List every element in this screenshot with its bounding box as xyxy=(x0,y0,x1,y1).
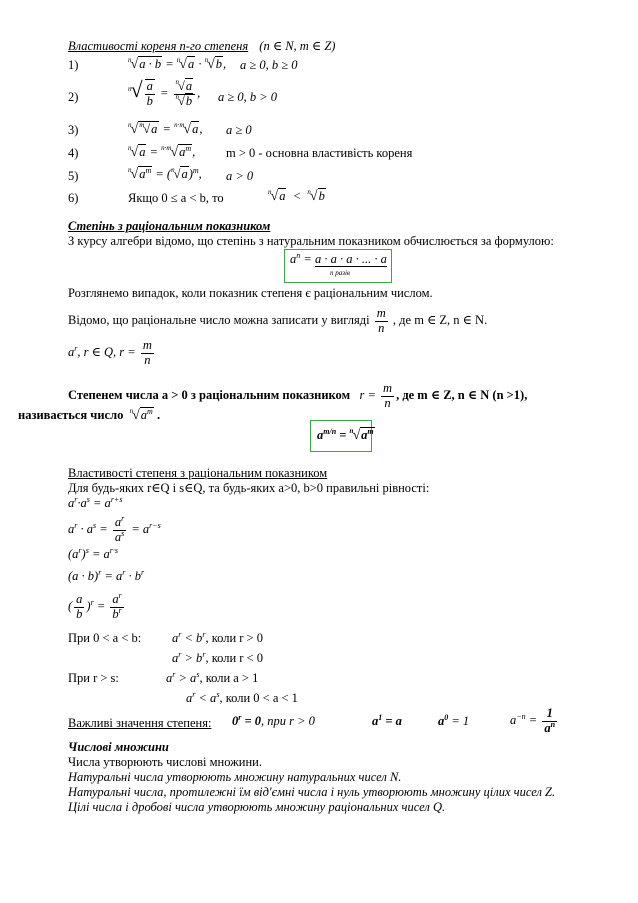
important-negative: $a^{-n}$ = $\frac{1}{a^n}$ xyxy=(510,706,556,735)
root-prop-6-formula: $^n$√a < $^n$√b xyxy=(268,188,325,204)
prop-power-of-quotient: ( $\frac{a}{b}$ )$^r$ = $\frac{a^r}{b^r}$ xyxy=(68,590,122,621)
important-zero: $0^r = 0$, при r > 0 xyxy=(232,712,315,728)
sets-line-2: Натуральні числа утворюють множину натуральних чисел N. xyxy=(68,770,402,784)
rational-ar-line: $a^r$, r ∈ Q, r = $\frac{m}{n}$ xyxy=(68,338,152,367)
root-props-title: Властивості кореня n-го степеня xyxy=(68,39,249,53)
when-2a-cond: , коли a > 1 xyxy=(199,671,259,685)
root-prop-1-formula: $^n$√a · b = $^n$√a · $^n$√b, xyxy=(128,56,227,72)
when-1a-cond: , коли r > 0 xyxy=(205,631,263,645)
important-label: Важливі значення степеня: xyxy=(68,716,212,730)
when-1b-cond: , коли r < 0 xyxy=(205,651,263,665)
root-prop-6-cond: Якщо 0 ≤ a < b, то xyxy=(128,191,224,205)
root-prop-5-formula: $^n√a^m = (^n√a)^m$, xyxy=(128,165,202,182)
rational-known-cond: , де m ∈ Z, n ∈ N. xyxy=(392,313,488,328)
root-prop-1-cond: a ≥ 0, b ≥ 0 xyxy=(240,58,298,72)
root-prop-3-cond: a ≥ 0 xyxy=(226,123,252,137)
rational-definition-end: називається число $^n√a^m$ . xyxy=(18,406,161,423)
when-2a-formula: $a^r > a^s$, коли a > 1 xyxy=(166,669,259,685)
def-end-text: називається число xyxy=(18,408,124,422)
ar-cond: , r ∈ Q, r = xyxy=(77,345,136,360)
when-2b-formula: $a^r < a^s$, коли 0 < a < 1 xyxy=(186,689,298,705)
prop-product: $a^r\cdot a^s = a^{r+s}$ xyxy=(68,494,123,510)
def-cond-text: , де m ∈ Z, n ∈ N (n >1), xyxy=(396,388,528,403)
root-prop-3-formula: $^n$√$^m$√a = $^{n\cdot m}$√a, xyxy=(128,121,203,137)
sets-line-1: Числа утворюють числові множини. xyxy=(68,755,262,769)
root-prop-5-cond: a > 0 xyxy=(226,169,254,183)
when-2-label: При r > s: xyxy=(68,671,119,685)
def-start-text: Степенем числа a > 0 з раціональним показником xyxy=(68,388,351,403)
when-1-label: При 0 < a < b: xyxy=(68,631,142,645)
prop-power-of-power: $(a^r)^s = a^{r\cdot s}$ xyxy=(68,545,119,561)
root-prop-2-num: 2) xyxy=(68,90,79,104)
when-2b-cond: , коли 0 < a < 1 xyxy=(219,691,298,705)
root-prop-4-num: 4) xyxy=(68,146,79,160)
when-1b-formula: $a^r > b^r$, коли r < 0 xyxy=(172,649,263,665)
when-1a-formula: $a^r < b^r$, коли r > 0 xyxy=(172,629,263,645)
props-title: Властивості степеня з раціональним показником xyxy=(68,466,328,480)
root-props-condition: (n ∈ N, m ∈ Z) xyxy=(259,39,336,53)
root-prop-1-num: 1) xyxy=(68,58,79,72)
root-prop-4-cond: m > 0 - основна властивість кореня xyxy=(226,146,413,160)
root-prop-4-formula: $^n√a = ^{n\cdot m}√a^m$, xyxy=(128,143,196,160)
important-one: $a^1 = a$ xyxy=(372,712,402,728)
root-props-header xyxy=(68,40,335,54)
rational-title: Степінь з раціональним показником xyxy=(68,219,271,233)
root-prop-3-num: 3) xyxy=(68,123,79,137)
root-prop-6-num: 6) xyxy=(68,191,79,205)
rational-case: Розглянемо випадок, коли показник степеня є раціональним числом. xyxy=(68,286,433,300)
rational-power-formula: $a^{m/n} = ^n√a^m$ xyxy=(317,426,374,443)
important-power-zero: $a^0 = 1$ xyxy=(438,712,470,728)
root-prop-5-num: 5) xyxy=(68,169,79,183)
ar-base: a xyxy=(68,345,75,360)
rational-known: Відомо, що раціональне число можна записати у вигляді $\frac{m}{n}$ , де m ∈ Z, n ∈ N. xyxy=(68,306,488,335)
prop-power-of-product: $(a \cdot b)^r = a^r \cdot b^r$ xyxy=(68,567,145,583)
sets-title: Числові множини xyxy=(68,740,169,754)
important-zero-cond: , при r > 0 xyxy=(261,714,315,728)
rational-known-text: Відомо, що раціональне число можна записати у вигляді xyxy=(68,313,370,328)
prop-quotient: $a^r \cdot a^s$ = $\frac{a^r}{a^s}$ = $a^{r-s}$ xyxy=(68,513,161,544)
root-prop-2-formula: $^n$√ $\frac{a}{b}$ = $\frac{^n√a}{^n√b}$ , xyxy=(128,77,201,109)
natural-power-formula: $a^n = a \cdot a \cdot a$ · ... · a xyxy=(290,250,387,266)
props-intro: Для будь-яких r∈Q і s∈Q, та будь-яких a>0, b>0 правильні рівності: xyxy=(68,481,430,495)
sets-line-3: Натуральні числа, протилежні їм від'ємні числа і нуль утворюють множину цілих чисел Z. xyxy=(68,785,556,799)
important-values xyxy=(68,717,211,731)
rational-definition-start: Степенем числа a > 0 з раціональним показником r = $\frac{m}{n}$ , де m ∈ Z, n ∈ N (n >1), xyxy=(68,381,528,410)
root-prop-2-cond: a ≥ 0, b > 0 xyxy=(218,90,278,104)
sets-line-4: Цілі числа і дробові числа утворюють множину раціональних чисел Q. xyxy=(68,800,446,814)
rational-intro: З курсу алгебри відомо, що степінь з натуральним показником обчислюється за формулою: xyxy=(68,234,554,248)
n-times-label: n разів xyxy=(330,269,350,277)
